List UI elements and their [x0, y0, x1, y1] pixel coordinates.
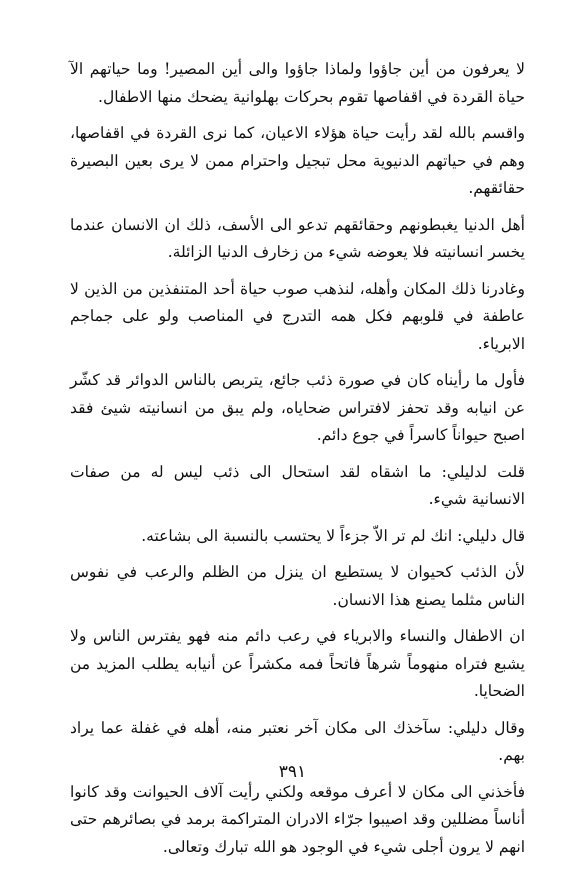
paragraph-4: وغادرنا ذلك المكان وأهله، لنذهب صوب حياة أحد المتنفذين من الذين لا عاطفة في قلوبهم فكل همه التدرج في المناصب ولو على جماجم الابرياء. — [70, 279, 525, 353]
paragraph-1: لا يعرفون من أين جاؤوا ولماذا جاؤوا والى أين المصير! وما حياتهم الآ حياة القردة في اقفاصها تقوم بحركات بهلوانية يضحك منها الاطفال. — [70, 60, 525, 106]
paragraph-10: وقال دليلي: سآخذك الى مكان آخر نعتبر منه، أهله في غفلة عما يراد بهم. — [70, 718, 525, 764]
page-number: ٣٩١ — [278, 762, 307, 782]
paragraph-5: فأول ما رأيناه كان في صورة ذئب جائع، يتربص بالناس الدوائر قد كشّر عن انيابه وقد تحفز لافتراس ضحاياه، ولم يبق من انسانيته شيئ فقد اصبح حيواناً كاسراً في جوع دائم. — [70, 371, 525, 444]
paragraph-2: واقسم بالله لقد رأيت حياة هؤلاء الاعيان، كما نرى القردة في اقفاصها، وهم في حياتهم الدنيوية محل تبجيل واحترام ممن لا يرى بعين البصيرة حقائقهم. — [70, 124, 525, 197]
paragraph-7: قال دليلي: انك لم تر الاّ جزءاً لا يحتسب بالنسبة الى بشاعته. — [141, 526, 525, 545]
paragraph-6: قلت لدليلي: ما اشقاه لقد استحال الى ذئب ليس له من صفات الانسانية شيء. — [70, 462, 525, 508]
paragraph-11: فأخذني الى مكان لا أعرف موقعه ولكني رأيت آلاف الحيوانت وقد كانوا أناساً مضللين وقد اصيبوا جرّاء الادران المتراكمة برمد في بصائرهم حتى انهم لا يرون أجلى شيء في الوجود هو الله تبارك وتعالى. — [70, 782, 525, 856]
page-body — [70, 56, 525, 870]
paragraph-8: لأن الذئب كحيوان لا يستطيع ان ينزل من الظلم والرعب في نفوس الناس مثلما يصنع هذا الانسان. — [70, 563, 525, 609]
paragraph-3: أهل الدنيا يغبطونهم وحقائقهم تدعو الى الأسف، ذلك ان الانسان عندما يخسر انسانيته فلا يعوضه شيء من زخارف الدنيا الزائلة. — [70, 215, 525, 261]
paragraph-9: ان الاطفال والنساء والابرياء في رعب دائم منه فهو يفترس الناس ولا يشبع فتراه منهوماً شرهاً فاتحاً فمه مكشراً عن أنيابه يطلب المزيد من الضحايا. — [70, 627, 525, 700]
